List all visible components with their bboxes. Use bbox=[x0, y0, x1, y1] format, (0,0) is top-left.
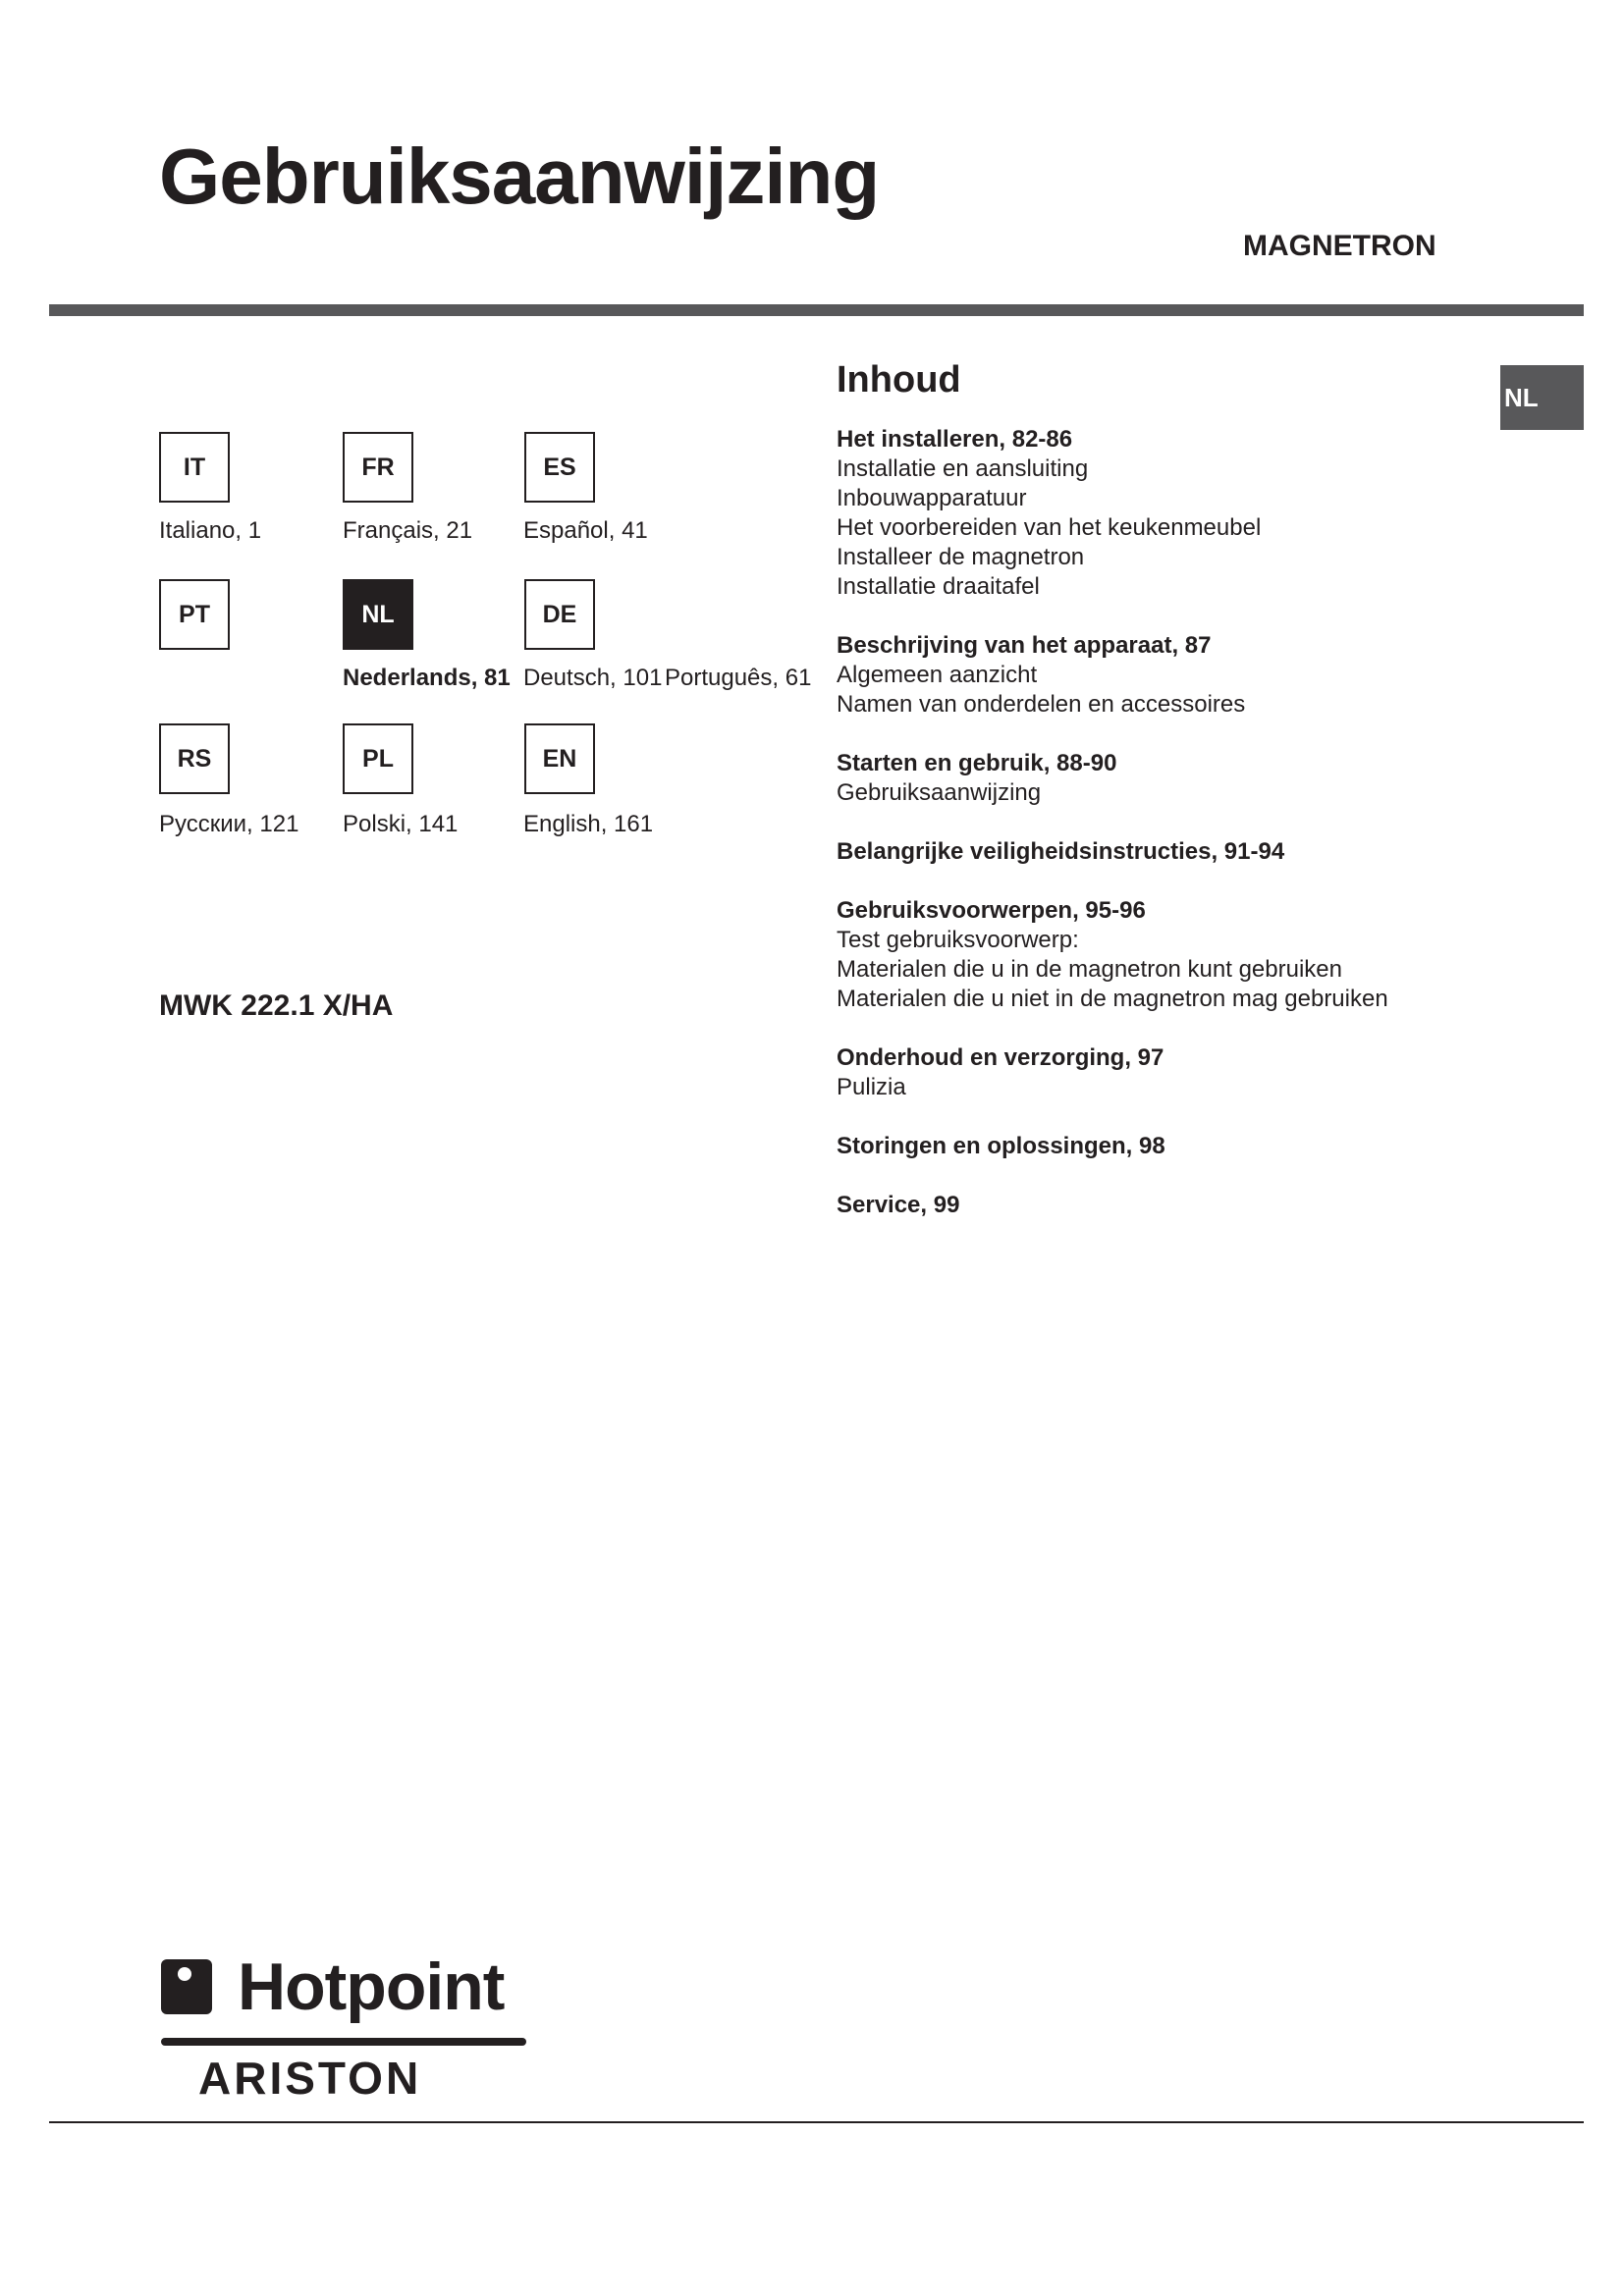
toc-item[interactable]: Test gebruiksvoorwerp: bbox=[837, 927, 1079, 953]
toc-item[interactable]: Gebruiksaanwijzing bbox=[837, 779, 1042, 806]
toc-item[interactable]: Materialen die u niet in de magnetron mag gebruiken bbox=[837, 986, 1388, 1012]
toc-section bbox=[837, 1043, 1524, 1102]
document-title: Gebruiksaanwijzing bbox=[159, 133, 880, 220]
lang-box-it[interactable]: IT bbox=[159, 432, 230, 503]
lang-label-pl[interactable]: Polski, 141 bbox=[343, 811, 459, 837]
logo-divider bbox=[161, 2038, 526, 2046]
toc-section-title[interactable]: Belangrijke veiligheidsinstructies, 91-94 bbox=[837, 838, 1285, 865]
lang-label-it[interactable]: Italiano, 1 bbox=[159, 517, 262, 544]
footer-divider bbox=[49, 2121, 1584, 2123]
toc-section bbox=[837, 1191, 1524, 1220]
toc-section-title[interactable]: Het installeren, 82-86 bbox=[837, 426, 1073, 453]
lang-box-es[interactable]: ES bbox=[524, 432, 595, 503]
toc-item[interactable]: Algemeen aanzicht bbox=[837, 662, 1038, 688]
toc-section bbox=[837, 749, 1524, 808]
toc-item[interactable]: Installatie draaitafel bbox=[837, 573, 1040, 600]
lang-box-de[interactable]: DE bbox=[524, 579, 595, 650]
toc-section bbox=[837, 837, 1524, 867]
header-divider bbox=[49, 304, 1584, 316]
lang-label-en[interactable]: English, 161 bbox=[523, 811, 654, 837]
toc-item[interactable]: Namen van onderdelen en accessoires bbox=[837, 691, 1246, 718]
toc-section-title[interactable]: Storingen en oplossingen, 98 bbox=[837, 1133, 1165, 1159]
toc-item[interactable]: Materialen die u in de magnetron kunt gebruiken bbox=[837, 956, 1342, 983]
language-tab: NL bbox=[1500, 365, 1584, 430]
lang-box-pt[interactable]: PT bbox=[159, 579, 230, 650]
lang-box-nl[interactable]: NL bbox=[343, 579, 413, 650]
toc-section bbox=[837, 425, 1524, 602]
lang-box-en[interactable]: EN bbox=[524, 723, 595, 794]
lang-label-es[interactable]: Español, 41 bbox=[523, 517, 648, 544]
brand-name-top: Hotpoint bbox=[238, 1949, 505, 2024]
logo-mark-icon bbox=[161, 1959, 212, 2014]
lang-label-rs[interactable]: Русскии, 121 bbox=[159, 811, 299, 837]
toc-section bbox=[837, 1132, 1524, 1161]
model-number: MWK 222.1 X/HA bbox=[159, 989, 394, 1022]
product-type-label: MAGNETRON bbox=[1243, 230, 1436, 262]
toc-section bbox=[837, 631, 1524, 720]
lang-box-fr[interactable]: FR bbox=[343, 432, 413, 503]
lang-label-pt[interactable]: Português, 61 bbox=[665, 665, 812, 691]
toc-heading: Inhoud bbox=[837, 359, 961, 400]
toc-item[interactable]: Installeer de magnetron bbox=[837, 544, 1085, 570]
toc-section bbox=[837, 896, 1524, 1014]
toc-section-title[interactable]: Service, 99 bbox=[837, 1192, 960, 1218]
table-of-contents bbox=[837, 425, 1524, 1250]
toc-item[interactable]: Inbouwapparatuur bbox=[837, 485, 1027, 511]
toc-item[interactable]: Installatie en aansluiting bbox=[837, 455, 1089, 482]
toc-section-title[interactable]: Onderhoud en verzorging, 97 bbox=[837, 1044, 1164, 1071]
lang-box-pl[interactable]: PL bbox=[343, 723, 413, 794]
lang-box-rs[interactable]: RS bbox=[159, 723, 230, 794]
toc-item[interactable]: Pulizia bbox=[837, 1074, 906, 1100]
toc-section-title[interactable]: Gebruiksvoorwerpen, 95-96 bbox=[837, 897, 1146, 924]
hotpoint-ariston-logo bbox=[159, 1949, 528, 2106]
lang-label-fr[interactable]: Français, 21 bbox=[343, 517, 473, 544]
lang-label-de[interactable]: Deutsch, 101 bbox=[523, 665, 663, 691]
toc-section-title[interactable]: Starten en gebruik, 88-90 bbox=[837, 750, 1117, 776]
lang-label-nl[interactable]: Nederlands, 81 bbox=[343, 665, 511, 691]
toc-section-title[interactable]: Beschrijving van het apparaat, 87 bbox=[837, 632, 1212, 659]
toc-item[interactable]: Het voorbereiden van het keukenmeubel bbox=[837, 514, 1262, 541]
brand-name-bottom: ARISTON bbox=[198, 2053, 422, 2104]
